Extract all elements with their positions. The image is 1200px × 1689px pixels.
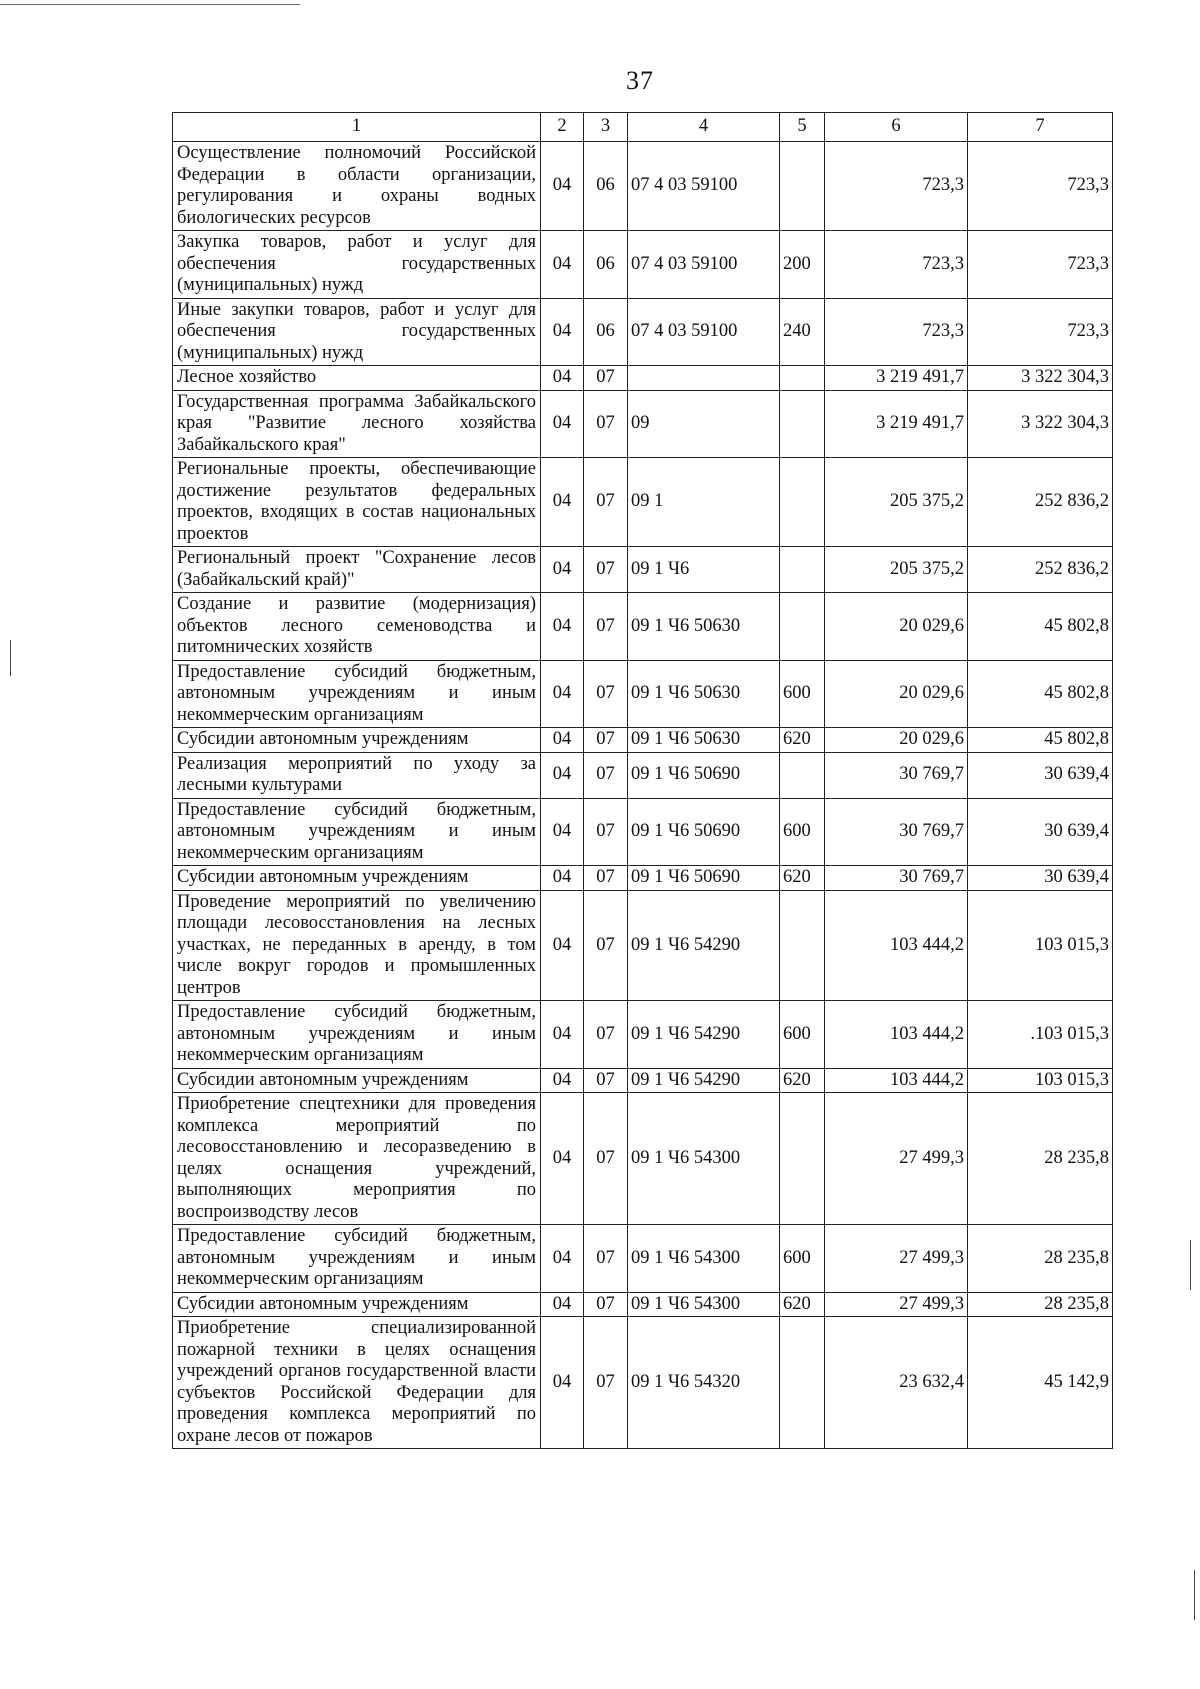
table-row xyxy=(173,890,1113,1001)
table-row xyxy=(173,798,1113,866)
amount-year2-cell: 252 836,2 xyxy=(968,547,1113,593)
expense-type-cell xyxy=(780,458,825,547)
target-article-cell: 09 1 Ч6 54290 xyxy=(628,1001,780,1069)
amount-year1-cell: 20 029,6 xyxy=(825,593,968,661)
subsection-code-cell: 07 xyxy=(584,1093,628,1225)
row-name-cell: Субсидии автономным учреждениям xyxy=(173,866,541,891)
amount-year2-cell: 30 639,4 xyxy=(968,866,1113,891)
table-row xyxy=(173,1225,1113,1293)
table-row xyxy=(173,142,1113,231)
expense-type-cell xyxy=(780,1093,825,1225)
section-code-cell: 04 xyxy=(541,1225,584,1293)
target-article-cell: 09 1 Ч6 50690 xyxy=(628,752,780,798)
subsection-code-cell: 07 xyxy=(584,366,628,391)
section-code-cell: 04 xyxy=(541,231,584,299)
subsection-code-cell: 07 xyxy=(584,547,628,593)
target-article-cell: 07 4 03 59100 xyxy=(628,298,780,366)
row-name-cell: Субсидии автономным учреждениям xyxy=(173,1068,541,1093)
expense-type-cell: 600 xyxy=(780,1001,825,1069)
amount-year1-cell: 30 769,7 xyxy=(825,798,968,866)
amount-year1-cell: 27 499,3 xyxy=(825,1292,968,1317)
section-code-cell: 04 xyxy=(541,547,584,593)
amount-year1-cell: 23 632,4 xyxy=(825,1317,968,1449)
row-name-cell: Приобретение спецтехники для проведения комплекса мероприятий по лесовосстановлению и лесоразведению в целях оснащения учреждений, выполняющих мероприятия по воспроизводству лесов xyxy=(173,1093,541,1225)
target-article-cell: 09 xyxy=(628,390,780,458)
section-code-cell: 04 xyxy=(541,366,584,391)
section-code-cell: 04 xyxy=(541,1001,584,1069)
section-code-cell: 04 xyxy=(541,1068,584,1093)
target-article-cell: 09 1 Ч6 50690 xyxy=(628,798,780,866)
section-code-cell: 04 xyxy=(541,390,584,458)
row-name-cell: Предоставление субсидий бюджетным, автономным учреждениям и иным некоммерческим организациям xyxy=(173,798,541,866)
subsection-code-cell: 07 xyxy=(584,390,628,458)
table-row xyxy=(173,1093,1113,1225)
target-article-cell: 09 1 Ч6 xyxy=(628,547,780,593)
amount-year1-cell: 103 444,2 xyxy=(825,890,968,1001)
table-row xyxy=(173,1001,1113,1069)
target-article-cell: 09 1 Ч6 54320 xyxy=(628,1317,780,1449)
budget-table xyxy=(172,112,1113,1449)
section-code-cell: 04 xyxy=(541,890,584,1001)
column-header: 6 xyxy=(825,113,968,142)
target-article-cell: 09 1 Ч6 54290 xyxy=(628,1068,780,1093)
amount-year2-cell: 45 802,8 xyxy=(968,593,1113,661)
table-row xyxy=(173,547,1113,593)
amount-year2-cell: 723,3 xyxy=(968,142,1113,231)
expense-type-cell: 600 xyxy=(780,1225,825,1293)
amount-year2-cell: 103 015,3 xyxy=(968,890,1113,1001)
expense-type-cell xyxy=(780,890,825,1001)
amount-year1-cell: 27 499,3 xyxy=(825,1093,968,1225)
amount-year2-cell: 103 015,3 xyxy=(968,1068,1113,1093)
amount-year2-cell: 45 802,8 xyxy=(968,728,1113,753)
section-code-cell: 04 xyxy=(541,1093,584,1225)
target-article-cell: 09 1 xyxy=(628,458,780,547)
table-row xyxy=(173,728,1113,753)
expense-type-cell: 620 xyxy=(780,1068,825,1093)
target-article-cell: 09 1 Ч6 54290 xyxy=(628,890,780,1001)
section-code-cell: 04 xyxy=(541,728,584,753)
subsection-code-cell: 07 xyxy=(584,798,628,866)
column-header: 3 xyxy=(584,113,628,142)
amount-year2-cell: 30 639,4 xyxy=(968,798,1113,866)
scan-edge-line xyxy=(0,4,300,5)
table-row xyxy=(173,366,1113,391)
row-name-cell: Предоставление субсидий бюджетным, автономным учреждениям и иным некоммерческим организациям xyxy=(173,1001,541,1069)
target-article-cell: 09 1 Ч6 54300 xyxy=(628,1225,780,1293)
amount-year2-cell: 45 142,9 xyxy=(968,1317,1113,1449)
section-code-cell: 04 xyxy=(541,1292,584,1317)
table-body xyxy=(173,142,1113,1449)
target-article-cell: 09 1 Ч6 50630 xyxy=(628,660,780,728)
row-name-cell: Создание и развитие (модернизация) объектов лесного семеноводства и питомнических хозяйств xyxy=(173,593,541,661)
table-row xyxy=(173,1068,1113,1093)
expense-type-cell: 600 xyxy=(780,660,825,728)
amount-year1-cell: 30 769,7 xyxy=(825,866,968,891)
section-code-cell: 04 xyxy=(541,798,584,866)
expense-type-cell xyxy=(780,547,825,593)
amount-year2-cell: 723,3 xyxy=(968,298,1113,366)
expense-type-cell xyxy=(780,593,825,661)
amount-year2-cell: 3 322 304,3 xyxy=(968,390,1113,458)
amount-year1-cell: 205 375,2 xyxy=(825,547,968,593)
row-name-cell: Осуществление полномочий Российской Федерации в области организации, регулирования и охраны водных биологических ресурсов xyxy=(173,142,541,231)
subsection-code-cell: 07 xyxy=(584,1068,628,1093)
column-header: 4 xyxy=(628,113,780,142)
subsection-code-cell: 06 xyxy=(584,231,628,299)
amount-year1-cell: 723,3 xyxy=(825,142,968,231)
subsection-code-cell: 07 xyxy=(584,1225,628,1293)
subsection-code-cell: 07 xyxy=(584,728,628,753)
table-row xyxy=(173,593,1113,661)
subsection-code-cell: 07 xyxy=(584,1001,628,1069)
amount-year2-cell: 28 235,8 xyxy=(968,1093,1113,1225)
table-row xyxy=(173,298,1113,366)
expense-type-cell: 200 xyxy=(780,231,825,299)
amount-year1-cell: 30 769,7 xyxy=(825,752,968,798)
subsection-code-cell: 07 xyxy=(584,890,628,1001)
page-number: 37 xyxy=(626,66,654,95)
expense-type-cell: 240 xyxy=(780,298,825,366)
subsection-code-cell: 07 xyxy=(584,458,628,547)
scan-margin-mark xyxy=(1190,1240,1191,1290)
section-code-cell: 04 xyxy=(541,866,584,891)
amount-year1-cell: 27 499,3 xyxy=(825,1225,968,1293)
row-name-cell: Иные закупки товаров, работ и услуг для обеспечения государственных (муниципальных) нужд xyxy=(173,298,541,366)
row-name-cell: Субсидии автономным учреждениям xyxy=(173,728,541,753)
table-row xyxy=(173,660,1113,728)
amount-year1-cell: 3 219 491,7 xyxy=(825,390,968,458)
section-code-cell: 04 xyxy=(541,593,584,661)
amount-year1-cell: 723,3 xyxy=(825,231,968,299)
target-article-cell: 09 1 Ч6 54300 xyxy=(628,1093,780,1225)
amount-year1-cell: 3 219 491,7 xyxy=(825,366,968,391)
table-row xyxy=(173,458,1113,547)
target-article-cell xyxy=(628,366,780,391)
target-article-cell: 09 1 Ч6 50630 xyxy=(628,728,780,753)
subsection-code-cell: 07 xyxy=(584,1292,628,1317)
target-article-cell: 07 4 03 59100 xyxy=(628,231,780,299)
table-row xyxy=(173,866,1113,891)
amount-year2-cell: 30 639,4 xyxy=(968,752,1113,798)
expense-type-cell: 600 xyxy=(780,798,825,866)
expense-type-cell xyxy=(780,1317,825,1449)
column-header: 1 xyxy=(173,113,541,142)
table-row xyxy=(173,1292,1113,1317)
amount-year1-cell: 20 029,6 xyxy=(825,660,968,728)
amount-year1-cell: 20 029,6 xyxy=(825,728,968,753)
expense-type-cell: 620 xyxy=(780,728,825,753)
expense-type-cell xyxy=(780,752,825,798)
subsection-code-cell: 07 xyxy=(584,1317,628,1449)
row-name-cell: Приобретение специализированной пожарной техники в целях оснащения учреждений органов государственной власти субъектов Российской Федерации для проведения комплекса мероприятий по охране лесов от пожаров xyxy=(173,1317,541,1449)
table-header-row xyxy=(173,113,1113,142)
row-name-cell: Региональный проект "Сохранение лесов (Забайкальский край)" xyxy=(173,547,541,593)
target-article-cell: 09 1 Ч6 54300 xyxy=(628,1292,780,1317)
row-name-cell: Закупка товаров, работ и услуг для обеспечения государственных (муниципальных) нужд xyxy=(173,231,541,299)
row-name-cell: Проведение мероприятий по увеличению площади лесовосстановления на лесных участках, не переданных в аренду, в том числе вокруг городов и промышленных центров xyxy=(173,890,541,1001)
amount-year2-cell: 28 235,8 xyxy=(968,1225,1113,1293)
expense-type-cell xyxy=(780,390,825,458)
row-name-cell: Предоставление субсидий бюджетным, автономным учреждениям и иным некоммерческим организациям xyxy=(173,660,541,728)
table-row xyxy=(173,1317,1113,1449)
amount-year1-cell: 723,3 xyxy=(825,298,968,366)
target-article-cell: 09 1 Ч6 50630 xyxy=(628,593,780,661)
subsection-code-cell: 07 xyxy=(584,752,628,798)
row-name-cell: Реализация мероприятий по уходу за лесными культурами xyxy=(173,752,541,798)
table-row xyxy=(173,231,1113,299)
subsection-code-cell: 06 xyxy=(584,298,628,366)
column-header: 5 xyxy=(780,113,825,142)
table-row xyxy=(173,752,1113,798)
row-name-cell: Государственная программа Забайкальского края "Развитие лесного хозяйства Забайкальского края" xyxy=(173,390,541,458)
section-code-cell: 04 xyxy=(541,1317,584,1449)
target-article-cell: 07 4 03 59100 xyxy=(628,142,780,231)
row-name-cell: Лесное хозяйство xyxy=(173,366,541,391)
amount-year2-cell: .103 015,3 xyxy=(968,1001,1113,1069)
section-code-cell: 04 xyxy=(541,752,584,798)
amount-year1-cell: 103 444,2 xyxy=(825,1068,968,1093)
row-name-cell: Региональные проекты, обеспечивающие достижение результатов федеральных проектов, входящих в состав национальных проектов xyxy=(173,458,541,547)
amount-year2-cell: 28 235,8 xyxy=(968,1292,1113,1317)
scan-margin-mark xyxy=(1194,1570,1195,1620)
section-code-cell: 04 xyxy=(541,458,584,547)
subsection-code-cell: 06 xyxy=(584,142,628,231)
column-header: 7 xyxy=(968,113,1113,142)
amount-year2-cell: 723,3 xyxy=(968,231,1113,299)
amount-year2-cell: 3 322 304,3 xyxy=(968,366,1113,391)
subsection-code-cell: 07 xyxy=(584,593,628,661)
amount-year2-cell: 45 802,8 xyxy=(968,660,1113,728)
column-header: 2 xyxy=(541,113,584,142)
amount-year1-cell: 205 375,2 xyxy=(825,458,968,547)
subsection-code-cell: 07 xyxy=(584,866,628,891)
section-code-cell: 04 xyxy=(541,298,584,366)
expense-type-cell xyxy=(780,142,825,231)
row-name-cell: Субсидии автономным учреждениям xyxy=(173,1292,541,1317)
amount-year2-cell: 252 836,2 xyxy=(968,458,1113,547)
amount-year1-cell: 103 444,2 xyxy=(825,1001,968,1069)
expense-type-cell xyxy=(780,366,825,391)
target-article-cell: 09 1 Ч6 50690 xyxy=(628,866,780,891)
expense-type-cell: 620 xyxy=(780,866,825,891)
expense-type-cell: 620 xyxy=(780,1292,825,1317)
section-code-cell: 04 xyxy=(541,660,584,728)
table-row xyxy=(173,390,1113,458)
scan-margin-mark xyxy=(10,640,11,676)
subsection-code-cell: 07 xyxy=(584,660,628,728)
section-code-cell: 04 xyxy=(541,142,584,231)
row-name-cell: Предоставление субсидий бюджетным, автономным учреждениям и иным некоммерческим организациям xyxy=(173,1225,541,1293)
